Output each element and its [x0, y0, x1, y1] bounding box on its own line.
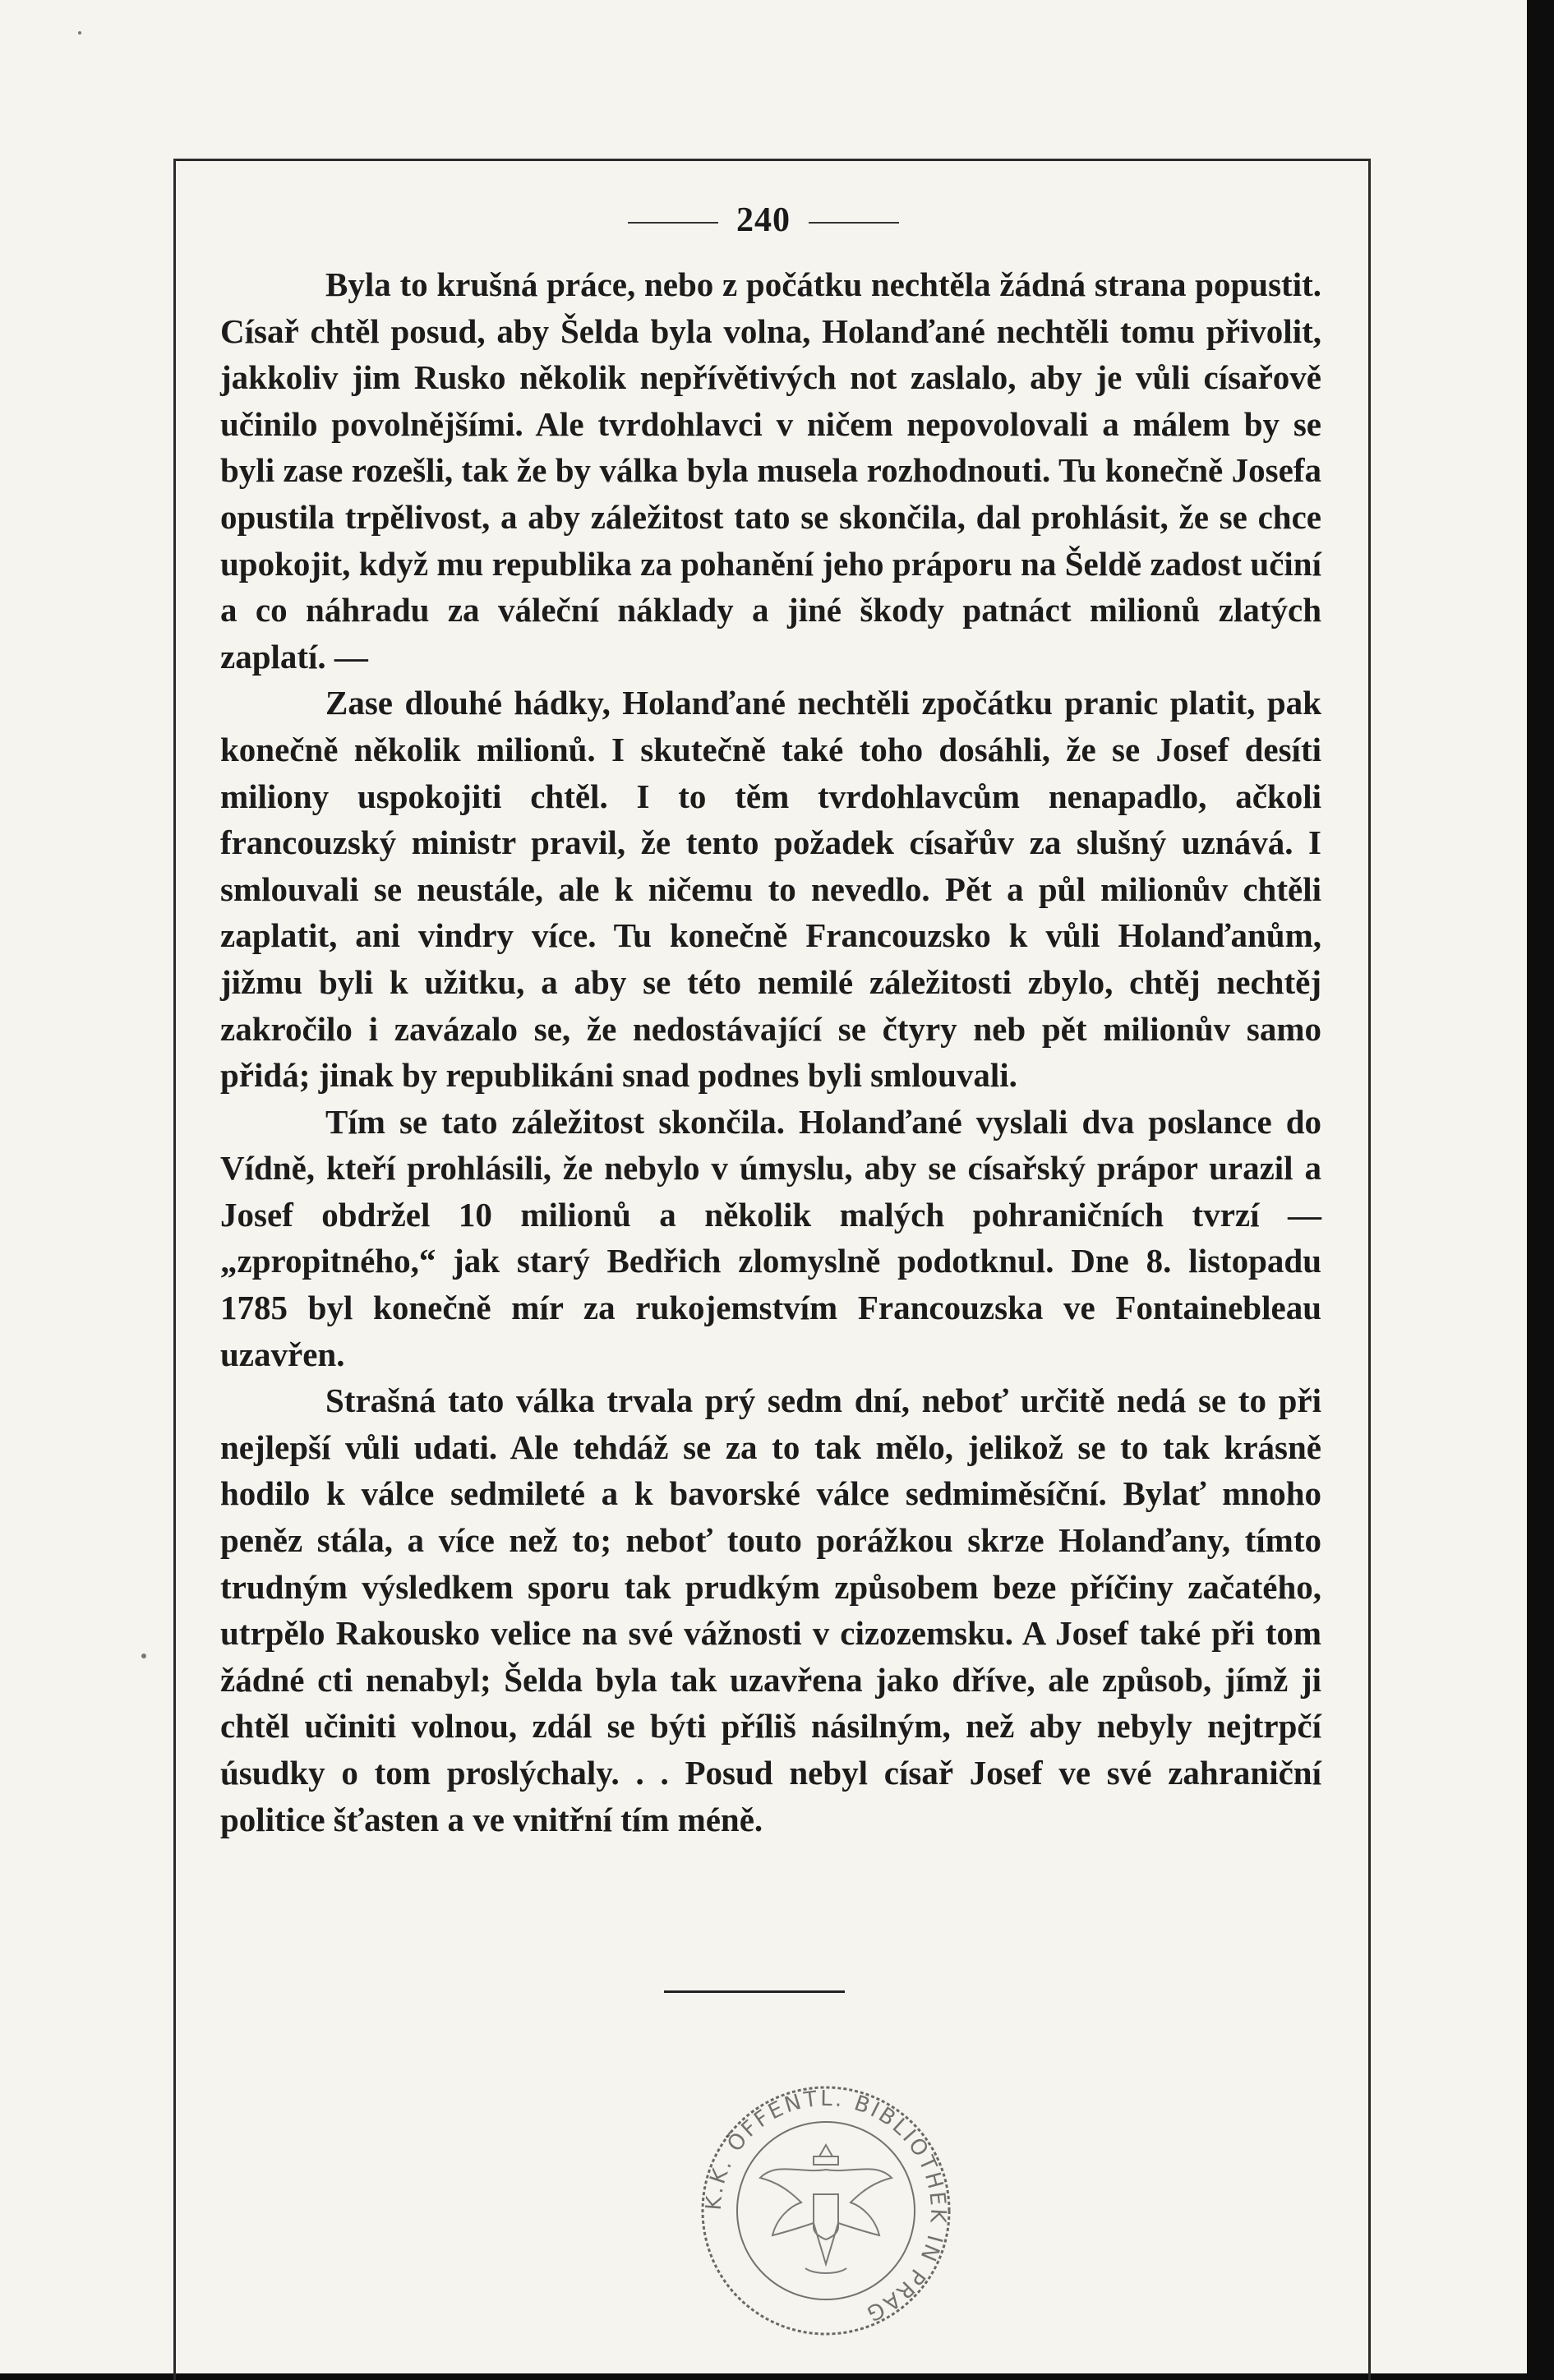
- paper-speck: [78, 31, 81, 35]
- paragraph-2: Zase dlouhé hádky, Holanďané nechtěli zpočátku pranic platit, pak konečně několik milionů. I skutečně také toho dosáhli, že se Josef desíti miliony uspokojiti chtěl. I to těm tvrdohlavcům nenapadlo, ačkoli francouzský ministr pravil, že tento požadek císařův za slušný uznává. I smlouvali se neustále, ale k ničemu to nevedlo. Pět a půl milionův chtěli zaplatit, ani vindry více. Tu konečně Francouzsko k vůli Holanďanům, jižmu byli k užitku, a aby se této nemilé záležitosti zbylo, chtěj nechtěj zakročilo i zavázalo se, že nedostávající se čtyry neb pět milionův samo přidá; jinak by republikáni snad podnes byli smlouvali.: [220, 684, 1321, 1095]
- body-text: [220, 261, 1321, 1843]
- paragraph-3: Tím se tato záležitost skončila. Holanďané vyslali dva poslance do Vídně, kteří prohlásili, že nebylo v úmyslu, aby se císařský prápor urazil a Josef obdržel 10 milionů a několik malých pohraničních tvrzí — „zpropitného,“ jak starý Bedřich zlomyslně podotknul. Dne 8. listopadu 1785 byl konečně mír za rukojemstvím Francouzska ve Fontainebleau uzavřen.: [220, 1102, 1321, 1373]
- page-header: [0, 201, 1527, 240]
- header-dash-right: [809, 222, 899, 224]
- paper-speck: [141, 1654, 146, 1658]
- header-dash-left: [628, 222, 718, 224]
- page-number: 240: [736, 201, 791, 239]
- paragraph-4: Strašná tato válka trvala prý sedm dní, neboť určitě nedá se to při nejlepší vůli udati. Ale tehdáž se za to tak mělo, jelikož se to tak krásně hodilo k válce sedmileté a k bavorské válce sedmiměsíční. Bylať mnoho peněz stála, a více než to; neboť touto porážkou skrze Holanďany, tímto trudným výsledkem sporu tak prudkým způsobem beze příčiny začatého, utrpělo Rakousko velice na své vážnosti v cizozemsku. A Josef také při tom žádné cti nenabyl; Šelda byla tak uzavřena jako dříve, ale způsob, jímž ji chtěl učiniti volnou, zdál se býti příliš násilným, než aby nebyly nejtrpčí úsudky o tom proslýchaly. . . Posud nebyl císař Josef ve své zahraniční politice šťasten a ve vnitřní tím méně.: [220, 1381, 1321, 1838]
- end-rule: [664, 1990, 845, 1993]
- paragraph-1: Byla to krušná práce, nebo z počátku nechtěla žádná strana popustit. Císař chtěl posud, aby Šelda byla volna, Holanďané nechtěli tomu přivolit, jakkoliv jim Rusko několik nepřívětivých not zaslalo, aby je vůli císařově učinilo povolnějšími. Ale tvrdohlavci v ničem nepovolovali a málem by se byli zase rozešli, tak že by válka byla musela rozhodnouti. Tu konečně Josefa opustila trpělivost, a aby záležitost tato se skončila, dal prohlásit, že se chce upokojit, když mu republika za pohanění jeho práporu na Šeldě zadost učiní a co náhradu za váleční náklady a jiné škody patnáct milionů zlatých zaplatí. —: [220, 265, 1321, 676]
- library-stamp-icon: [690, 2079, 961, 2342]
- svg-text:K.K. ÖFFENTL. BIBLIOTHEK IN PR: K.K. ÖFFENTL. BIBLIOTHEK IN PRAG: [701, 2086, 951, 2327]
